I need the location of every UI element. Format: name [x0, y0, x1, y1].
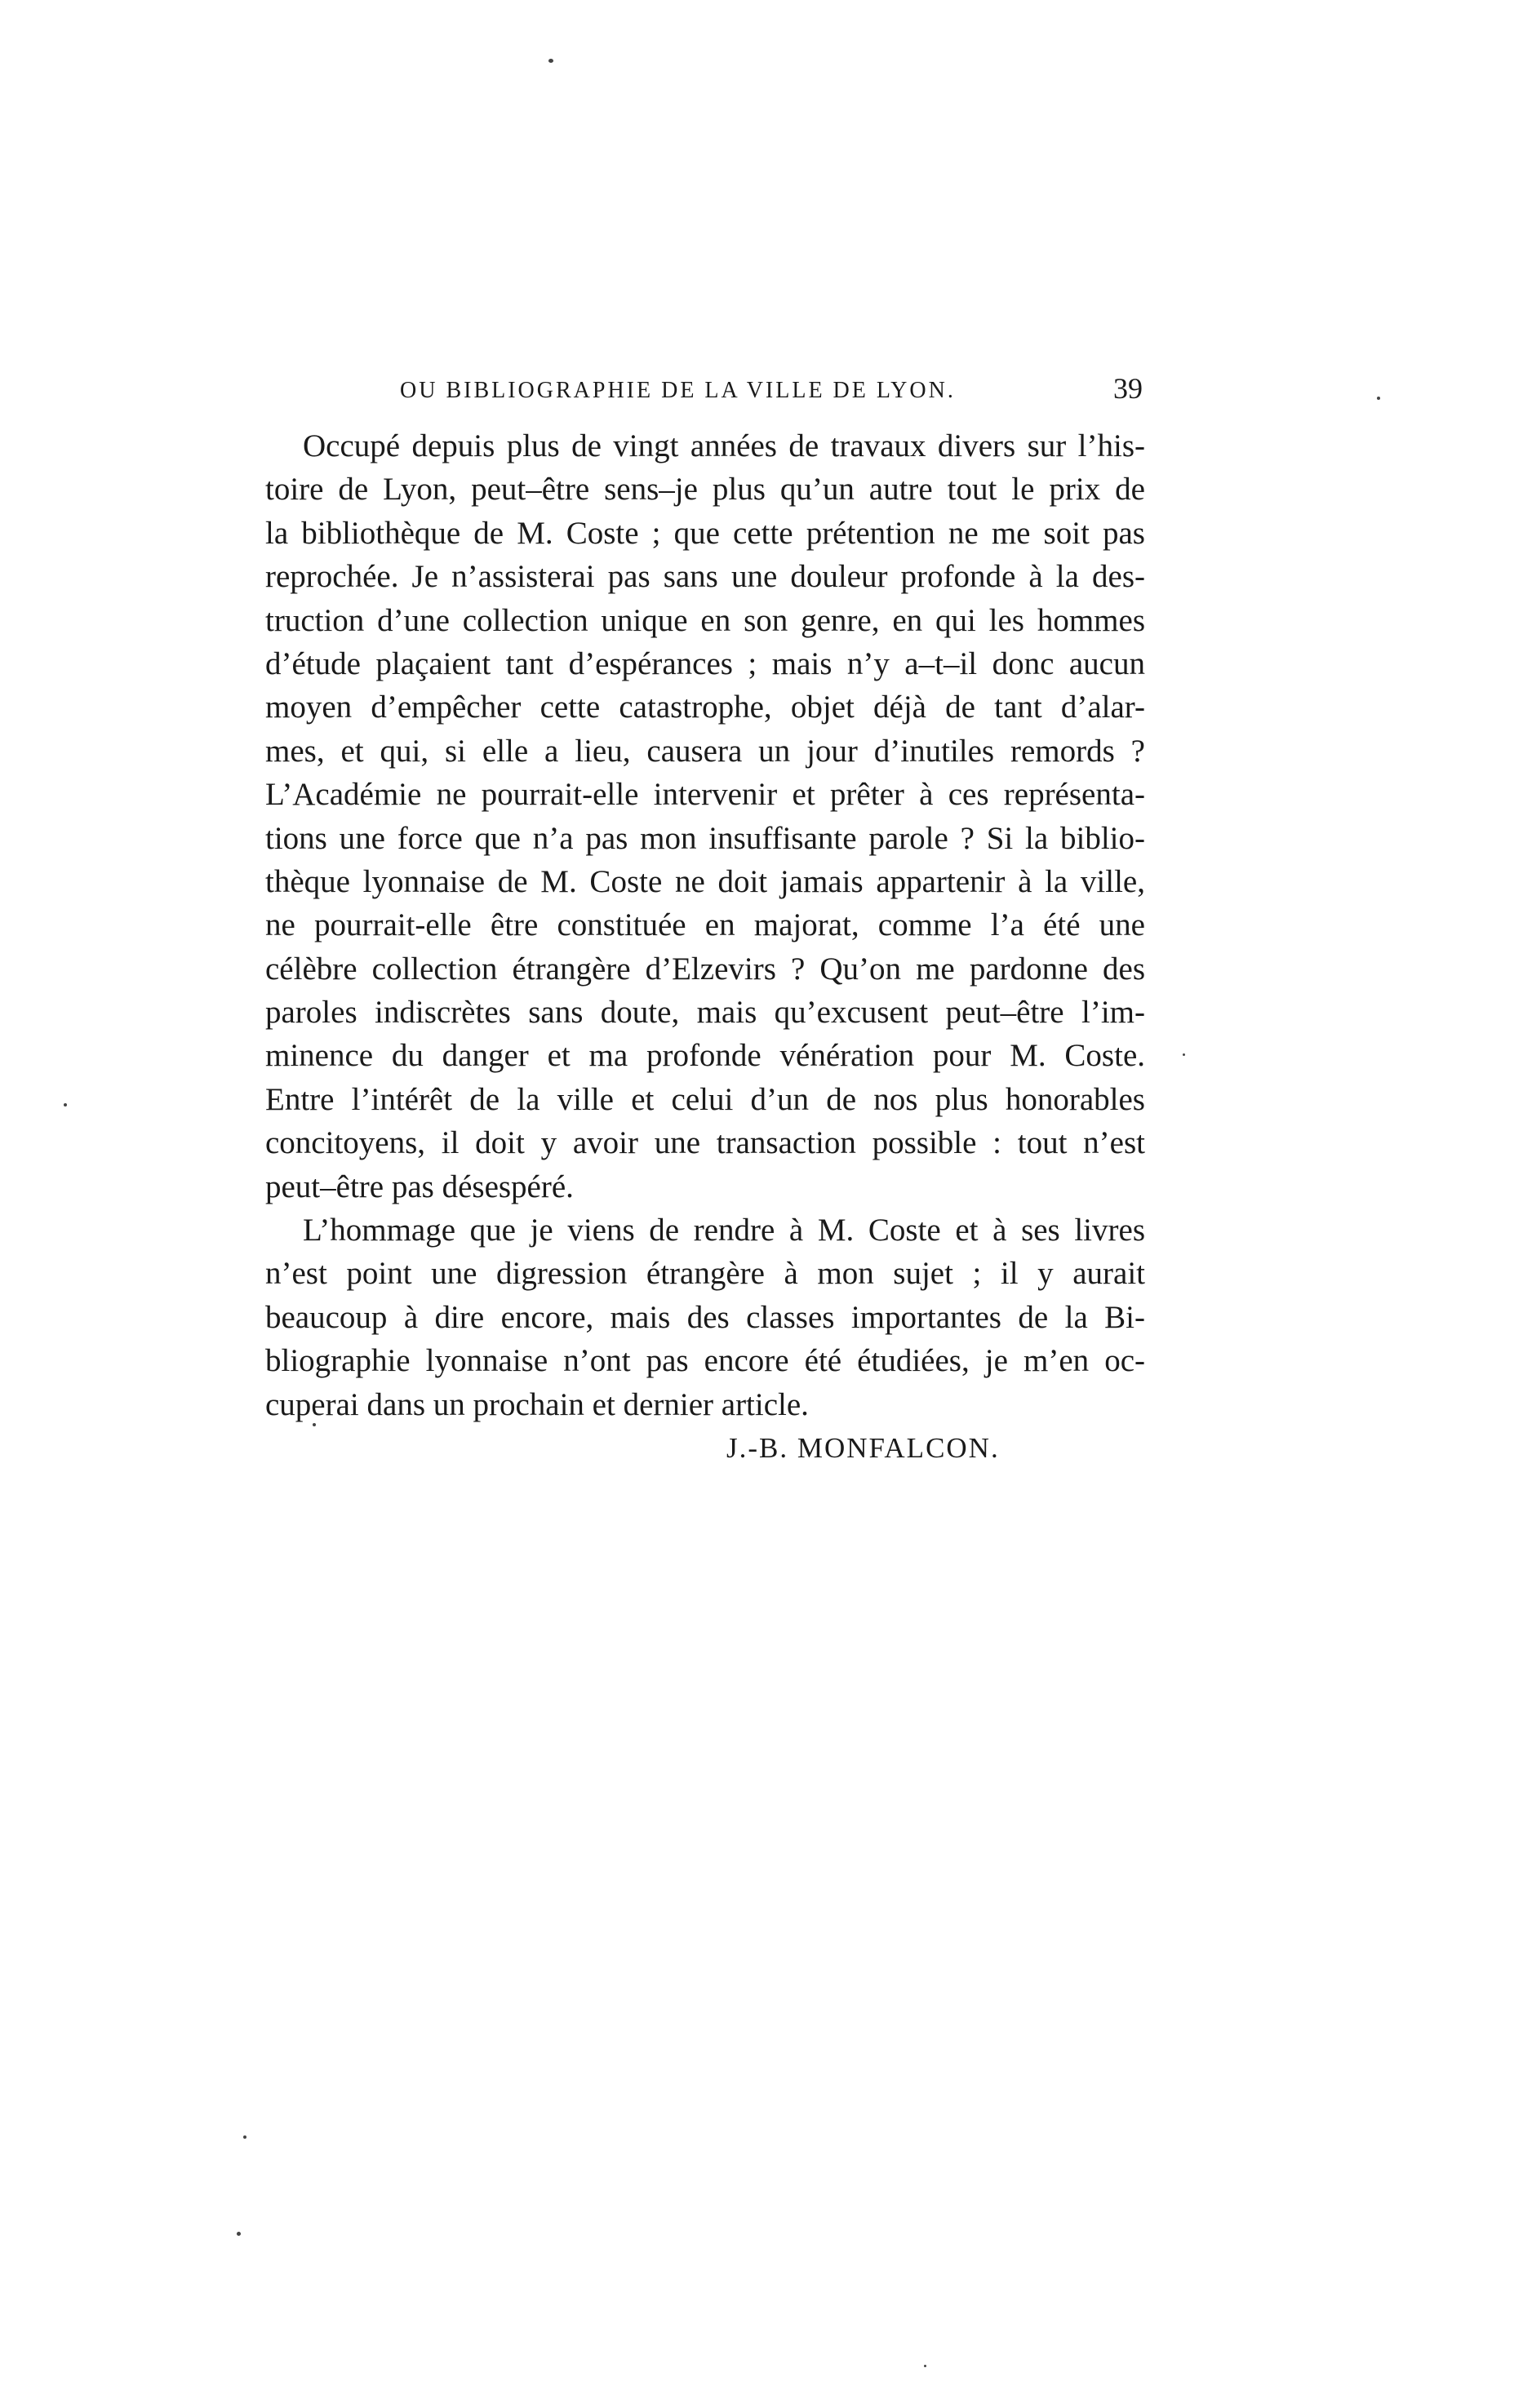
text-line: mes, et qui, si elle a lieu, causera un jour d’inutiles remords ?: [265, 733, 1145, 769]
page-number: 39: [1113, 372, 1143, 405]
paragraph: [265, 424, 1145, 1208]
text-line: thèque lyonnaise de M. Coste ne doit jamais appartenir à la ville,: [265, 863, 1145, 899]
text-line: reprochée. Je n’assisterai pas sans une douleur profonde à la des-: [265, 559, 1145, 595]
scan-speck: [64, 1103, 67, 1106]
text-line: minence du danger et ma profonde vénération pour M. Coste.: [265, 1038, 1145, 1074]
text-line: truction d’une collection unique en son genre, en qui les hommes: [265, 602, 1145, 638]
text-line: n’est point une digression étrangère à mon sujet ; il y aurait: [265, 1256, 1145, 1292]
page-header: [392, 371, 1143, 412]
scan-speck: [1377, 397, 1380, 400]
scan-speck: [237, 2232, 241, 2236]
text-line: tions une force que n’a pas mon insuffisante parole ? Si la biblio-: [265, 820, 1145, 856]
scan-speck: [924, 2365, 926, 2367]
text-line: cuperai dans un prochain et dernier article.: [265, 1386, 809, 1422]
running-title: OU BIBLIOGRAPHIE DE LA VILLE DE LYON.: [400, 378, 956, 403]
text-line: L’Académie ne pourrait-elle intervenir et prêter à ces représenta-: [265, 777, 1145, 813]
text-line: beaucoup à dire encore, mais des classes importantes de la Bi-: [265, 1299, 1145, 1335]
text-line: la bibliothèque de M. Coste ; que cette prétention ne me soit pas: [265, 515, 1145, 551]
text-line: L’hommage que je viens de rendre à M. Coste et à ses livres: [303, 1213, 1145, 1248]
text-line: Occupé depuis plus de vingt années de travaux divers sur l’his-: [303, 428, 1145, 463]
body-text: [265, 424, 1145, 1426]
text-line: Entre l’intérêt de la ville et celui d’un de nos plus honorables: [265, 1081, 1145, 1117]
text-line: concitoyens, il doit y avoir une transaction possible : tout n’est: [265, 1125, 1145, 1161]
text-line: célèbre collection étrangère d’Elzevirs ? Qu’on me pardonne des: [265, 951, 1145, 987]
text-line: toire de Lyon, peut–être sens–je plus qu’un autre tout le prix de: [265, 472, 1145, 508]
paragraph: [265, 1208, 1145, 1426]
text-line: peut–être pas désespéré.: [265, 1169, 574, 1204]
text-line: d’étude plaçaient tant d’espérances ; mais n’y a–t–il donc aucun: [265, 645, 1145, 681]
text-line: ne pourrait-elle être constituée en majorat, comme l’a été une: [265, 907, 1145, 943]
text-line: moyen d’empêcher cette catastrophe, objet déjà de tant d’alar-: [265, 690, 1145, 725]
text-line: paroles indiscrètes sans doute, mais qu’excusent peut–être l’im-: [265, 995, 1145, 1031]
author-signature: J.-B. MONFALCON.: [726, 1432, 1000, 1464]
scan-speck: [548, 59, 553, 63]
scan-speck: [1183, 1053, 1185, 1056]
scan-speck: [313, 1423, 316, 1426]
text-line: bliographie lyonnaise n’ont pas encore été étudiées, je m’en oc-: [265, 1343, 1145, 1379]
scan-speck: [243, 2135, 246, 2139]
